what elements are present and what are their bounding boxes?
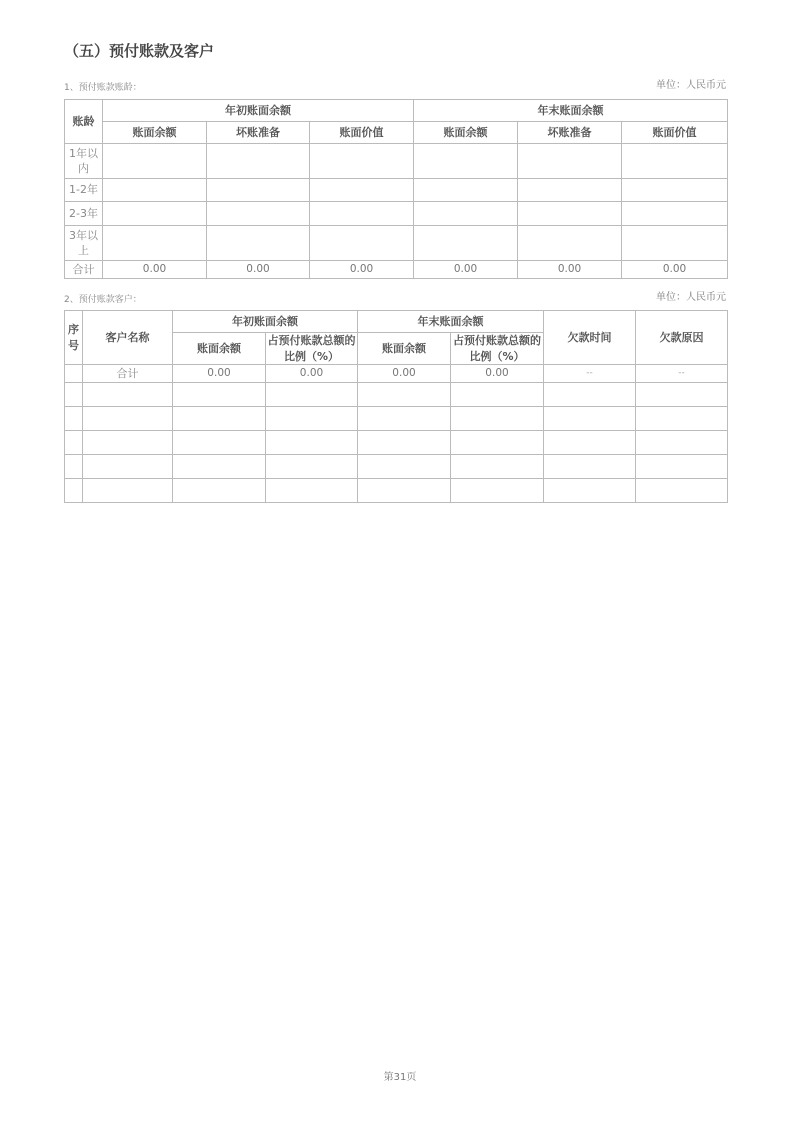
total-label: 合计 <box>65 261 103 279</box>
table-cell <box>518 144 622 179</box>
page-number: 第31页 <box>383 1072 417 1083</box>
total-value: 0.00 <box>622 261 728 279</box>
sub-header: 占预付账款总额的比例（%） <box>451 333 544 365</box>
sub-header: 占预付账款总额的比例（%） <box>267 334 356 363</box>
table-cell <box>414 144 518 179</box>
table-row <box>65 455 728 479</box>
table-cell <box>310 202 414 226</box>
table-cell <box>414 202 518 226</box>
sub-header: 坏账准备 <box>207 122 310 144</box>
due-time-header: 欠款时间 <box>544 311 636 365</box>
table2-subtitle: 2、预付账款客户： <box>64 295 142 305</box>
table1-subtitle: 1、预付账款账龄： <box>64 83 142 93</box>
table-row <box>65 431 728 455</box>
table-cell <box>310 179 414 202</box>
table2-unit: 单位：人民币元 <box>656 292 726 303</box>
row-label: 1年以内 <box>65 144 103 179</box>
sub-header: 账面余额 <box>173 333 266 365</box>
table-cell <box>310 144 414 179</box>
row-label: 3年以上 <box>65 226 103 261</box>
table-cell <box>103 202 207 226</box>
sub-header: 账面价值 <box>622 122 728 144</box>
table-cell <box>518 202 622 226</box>
table-cell <box>622 144 728 179</box>
table-cell <box>414 226 518 261</box>
total-value: 0.00 <box>310 261 414 279</box>
table-row <box>65 179 728 202</box>
total-value: 0.00 <box>358 365 451 383</box>
table-row <box>65 202 728 226</box>
table1-unit: 单位：人民币元 <box>656 80 726 91</box>
table-cell <box>622 202 728 226</box>
row-label: 1-2年 <box>65 179 103 202</box>
table-cell <box>310 226 414 261</box>
total-value: 0.00 <box>266 365 358 383</box>
total-value: 0.00 <box>207 261 310 279</box>
total-value: 0.00 <box>414 261 518 279</box>
section-title: （五）预付账款及客户 <box>64 42 215 60</box>
table-row <box>65 407 728 431</box>
table-cell <box>207 226 310 261</box>
row-label: 2-3年 <box>65 202 103 226</box>
aging-table <box>64 99 728 279</box>
table-row <box>65 479 728 503</box>
sub-header: 账面余额 <box>103 122 207 144</box>
table-cell <box>414 179 518 202</box>
begin-balance-header: 年初账面余额 <box>103 100 414 122</box>
table-cell <box>103 144 207 179</box>
total-row <box>65 261 728 279</box>
end-balance-header: 年末账面余额 <box>414 100 728 122</box>
table-cell <box>103 226 207 261</box>
table-cell <box>207 179 310 202</box>
seq-header: 序号 <box>65 311 83 365</box>
table-cell <box>518 226 622 261</box>
total-value: 0.00 <box>103 261 207 279</box>
customer-name-header: 客户名称 <box>83 311 173 365</box>
customer-table <box>64 310 728 503</box>
table-row <box>65 226 728 261</box>
total-label: 合计 <box>83 365 173 383</box>
total-value: 0.00 <box>518 261 622 279</box>
table-cell <box>207 202 310 226</box>
sub-header: 账面价值 <box>310 122 414 144</box>
table-cell <box>622 226 728 261</box>
table-cell <box>518 179 622 202</box>
table-cell <box>622 179 728 202</box>
due-reason-header: 欠款原因 <box>636 311 728 365</box>
table-row <box>65 383 728 407</box>
sub-header: 账面余额 <box>414 122 518 144</box>
table-row <box>65 144 728 179</box>
total-value: 0.00 <box>451 365 544 383</box>
table-cell <box>65 365 83 383</box>
end-balance-header: 年末账面余额 <box>358 311 544 333</box>
sub-header: 账面余额 <box>358 333 451 365</box>
sub-header: 坏账准备 <box>518 122 622 144</box>
due-time-value: -- <box>544 365 636 383</box>
table-cell <box>103 179 207 202</box>
begin-balance-header: 年初账面余额 <box>173 311 358 333</box>
total-row <box>65 365 728 383</box>
total-value: 0.00 <box>173 365 266 383</box>
due-reason-value: -- <box>636 365 728 383</box>
table-cell <box>207 144 310 179</box>
aging-header: 账龄 <box>65 100 103 144</box>
